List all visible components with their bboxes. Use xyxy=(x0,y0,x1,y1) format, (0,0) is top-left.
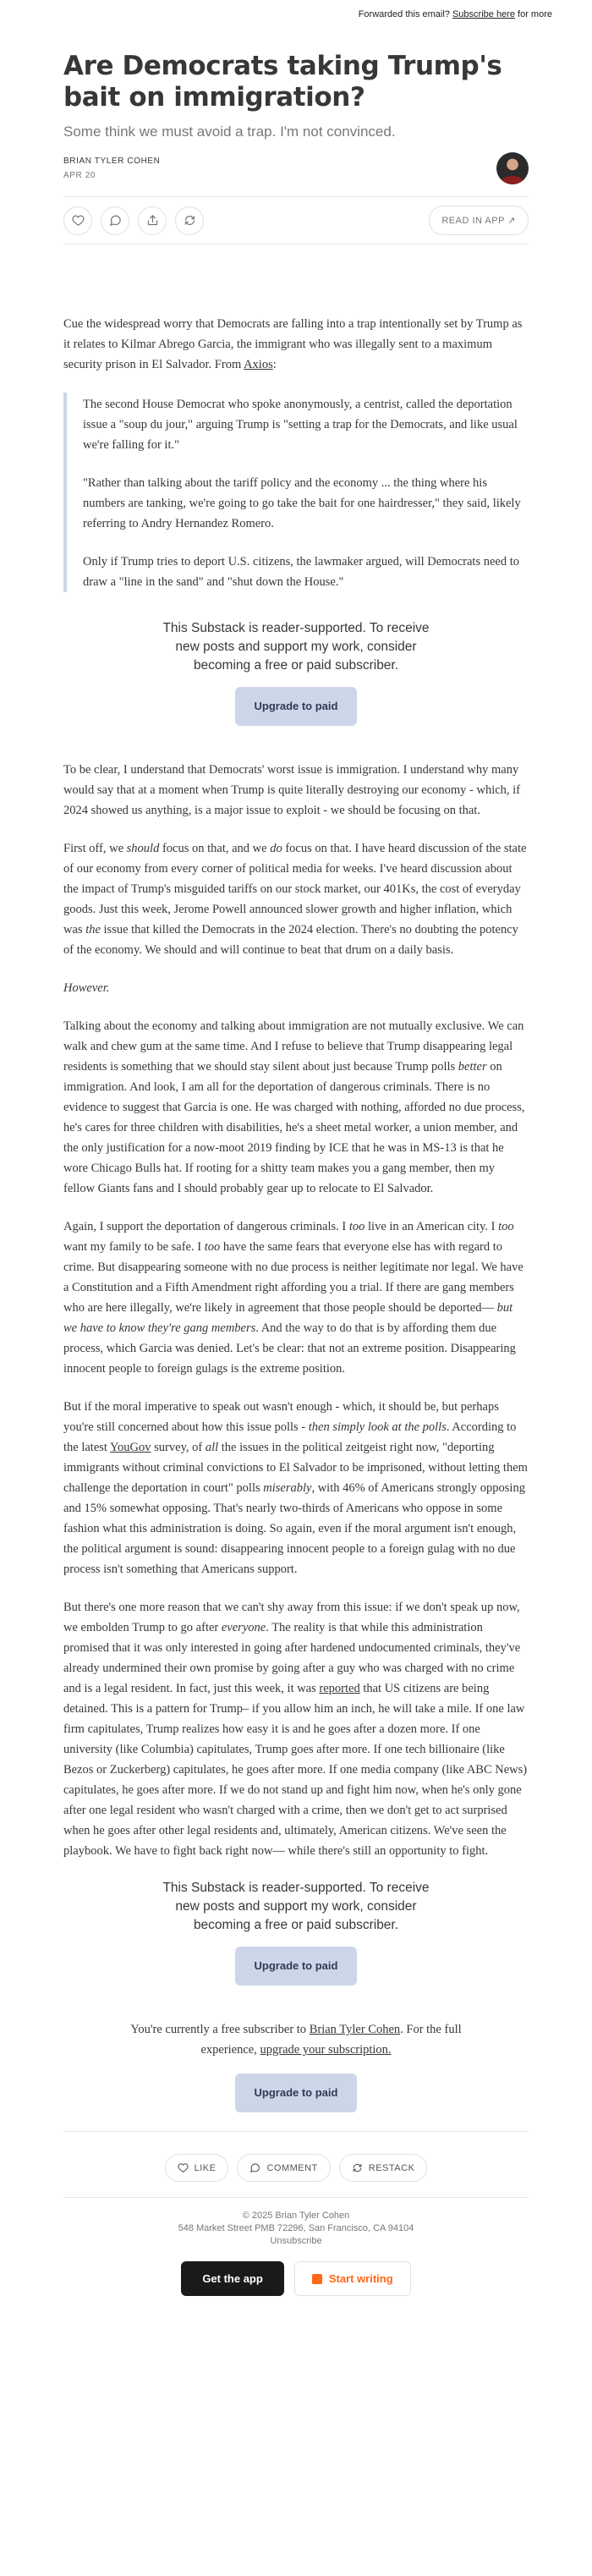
quote-paragraph: The second House Democrat who spoke anonymously, a centrist, called the deportation issue a "soup du jour," arguing Trump is "setting a trap for the Democrats, and like usual we're falling for it." xyxy=(83,398,518,452)
subscribe-prompt: This Substack is reader-supported. To receive new posts and support my work, consider becoming a free or paid subscriber. xyxy=(162,621,430,673)
address: 548 Market Street PMB 72296, San Francisco, CA 94104 xyxy=(178,2223,414,2233)
paragraph xyxy=(63,838,529,960)
paragraph xyxy=(63,1397,529,1579)
text: that US citizens are being detained. This is a pattern for Trump– if you allow him an inch, he will take a mile. If one law firm capitulates, Trump realizes how easy it is and he goes after a dozen more. If one university (like Columbia) capitulates, Trump goes after more. If one tech billionaire (like Bezos or Zuckerberg) capitulates, he goes after more. If one media company (like ABC News) capitulates, he goes after more. If we do not stand up and fight him now, when he's only gone after one legal resident who wasn't charged with a crime, then we don't get to act surprised when he goes after other legal residents and, ultimately, American citizens. We've seen the playbook. We have to fight back right now— while there's still an opportunity to fight. xyxy=(63,1682,528,1858)
text: You're currently a free subscriber to xyxy=(130,2023,310,2036)
paragraph xyxy=(63,978,529,998)
like-label: LIKE xyxy=(194,2162,217,2173)
upgrade-subscription-link[interactable]: upgrade your subscription. xyxy=(260,2043,392,2057)
text: But there's one more reason that we can't shy away from this issue: if we don't speak up now, we embolden Trump to go after xyxy=(63,1601,520,1634)
post-title[interactable]: Are Democrats taking Trump's bait on immigration? xyxy=(63,51,502,113)
yougov-link[interactable]: YouGov xyxy=(110,1441,151,1454)
start-writing-button[interactable] xyxy=(294,2261,411,2296)
share-button[interactable] xyxy=(138,206,167,235)
emphasis: do xyxy=(270,842,282,855)
post-actions xyxy=(63,196,529,244)
emphasis: everyone xyxy=(221,1621,266,1634)
restack-label: RESTACK xyxy=(368,2162,415,2173)
text: Again, I support the deportation of dangerous criminals. I xyxy=(63,1220,349,1233)
text: Cue the widespread worry that Democrats are falling into a trap intentionally set by Trump as it relates to Kilmar Abrego Garcia, the immigrant who was illegally sent to a maximum security prison in El Salvador. From xyxy=(63,317,523,371)
read-in-app-label: READ IN APP xyxy=(441,216,505,226)
text: . For the full experience, xyxy=(200,2023,462,2057)
copyright: © 2025 Brian Tyler Cohen xyxy=(242,2211,350,2221)
emphasis: too xyxy=(498,1220,514,1233)
text: First off, we xyxy=(63,842,127,855)
upgrade-button[interactable]: Upgrade to paid xyxy=(235,687,358,726)
text: focus on that. I have heard discussion of the state of our economy from every corner of political media for weeks. I've heard discussion about the impact of Trump's misguided tariffs on our stock market, our 401Ks, the cost of everyday goods. Just this week, Jerome Powell announced slower growth and higher inflation, which was xyxy=(63,842,527,936)
text: : xyxy=(272,358,277,371)
post-subtitle: Some think we must avoid a trap. I'm not convinced. xyxy=(63,124,396,140)
emphasis: better xyxy=(458,1060,487,1074)
text: want my family to be safe. I xyxy=(63,1240,205,1254)
free-subscriber-note xyxy=(101,2019,491,2060)
axios-link[interactable]: Axios xyxy=(244,358,273,371)
cta-row xyxy=(63,2261,529,2296)
forward-suffix: for more xyxy=(518,9,552,19)
footer-like-button[interactable] xyxy=(165,2154,229,2182)
text: on immigration. And look, I am all for the deportation of dangerous criminals. There is no evidence to suggest that Garcia is one. He was charged with nothing, afforded no due process, he's cares for three children with disabilities, he's a sheet metal worker, a union member, and the only justification for a now-moot 2019 finding by ICE that he was in MS-13 is that he wore Chicago Bulls hat. If rooting for a shitty team makes you a gang member, then my fellow Giants fans and I should probably gear up to relocate to El Salvador. xyxy=(63,1060,525,1195)
paragraph xyxy=(63,1217,529,1379)
text: issue that killed the Democrats in the 2024 election. There's no doubting the potency of the economy. We should and will continue to beat that drum on a daily basis. xyxy=(63,923,518,957)
comment-icon xyxy=(109,214,122,227)
emphasis: but we have to know they're gang members xyxy=(63,1301,513,1335)
publication-link[interactable]: Brian Tyler Cohen xyxy=(309,2023,401,2036)
comment-icon xyxy=(249,2162,260,2173)
comment-label: COMMENT xyxy=(266,2162,318,2173)
text: . The reality is that while this administration promised that it was only interested in going after hardened undocumented criminals, they've already undermined their own promise by going after a guy who was charged with no crime and is a legal resident. In fact, just this week, it was xyxy=(63,1621,521,1695)
blockquote xyxy=(63,393,529,592)
post-date: APR 20 xyxy=(63,171,96,180)
footer-comment-button[interactable] xyxy=(237,2154,330,2182)
subscribe-prompt: This Substack is reader-supported. To receive new posts and support my work, consider becoming a free or paid subscriber. xyxy=(162,1881,430,1932)
quote-paragraph: Only if Trump tries to deport U.S. citizens, the lawmaker argued, will Democrats need to draw a "line in the sand" and "shut down the House." xyxy=(83,555,519,589)
comment-button[interactable] xyxy=(101,206,129,235)
text: . According to the latest xyxy=(63,1420,517,1454)
emphasis: too xyxy=(204,1240,221,1254)
subscribe-link[interactable]: Subscribe here xyxy=(452,9,515,19)
emphasis: too xyxy=(348,1220,365,1233)
substack-logo-icon xyxy=(312,2274,322,2284)
author-name[interactable]: BRIAN TYLER COHEN xyxy=(63,157,161,166)
restack-icon xyxy=(184,214,196,227)
post-body xyxy=(63,314,529,2112)
restack-button[interactable] xyxy=(175,206,204,235)
paragraph xyxy=(63,1597,529,1861)
emphasis: should xyxy=(126,842,160,855)
start-writing-label: Start writing xyxy=(328,2272,393,2285)
text: But if the moral imperative to speak out wasn't enough - which, it should be, but perhaps you're still concerned about how this issue polls - xyxy=(63,1400,499,1434)
emphasis: miserably xyxy=(263,1481,312,1495)
paragraph xyxy=(63,314,529,375)
emphasis: the xyxy=(85,923,101,936)
text: . And the way to do that is by affording them due process, which Garcia was denied. Let's be clear: that not an extreme position. Disappearing innocent people to foreign gulags is the extreme position. xyxy=(63,1321,516,1376)
arrow-up-right-icon: ↗ xyxy=(507,216,516,226)
footer-upgrade-button[interactable]: Upgrade to paid xyxy=(235,2073,358,2112)
text: survey, of xyxy=(151,1441,206,1454)
upgrade-button[interactable]: Upgrade to paid xyxy=(235,1947,358,1986)
footer-restack-button[interactable] xyxy=(339,2154,428,2182)
emphasis: then simply look at the polls xyxy=(308,1420,447,1434)
text: focus on that, and we xyxy=(159,842,271,855)
heart-icon xyxy=(178,2162,189,2173)
unsubscribe-link[interactable]: Unsubscribe xyxy=(270,2236,322,2246)
share-icon xyxy=(146,214,159,227)
paragraph xyxy=(63,1016,529,1199)
quote-paragraph: "Rather than talking about the tariff policy and the economy ... the thing where his numbers are tanking, we're going to go take the bait for one hairdresser," they said, likely referring to Andry Hernandez Romero. xyxy=(83,476,521,530)
emphasis: all xyxy=(205,1441,219,1454)
paragraph: To be clear, I understand that Democrats' worst issue is immigration. I understand why many would say that at a moment when Trump is quite literally destroying our economy - which, if 2024 showed us anything, is a major issue to exploit - we should be focusing on that. xyxy=(63,763,521,817)
byline xyxy=(63,152,529,184)
emphasis: However. xyxy=(63,981,110,995)
forward-bar xyxy=(0,0,592,36)
footer-legal xyxy=(63,2197,529,2248)
read-in-app-button[interactable] xyxy=(429,206,529,235)
text: , with 46% of Americans strongly opposing and 15% somewhat opposing. That's nearly two-thirds of Americans who oppose in some fashion what this administration is doing. So again, even if the moral argument isn't enough, the political argument is sound: disappearing innocent people to a foreign gulag with no due process isn't something that Americans support. xyxy=(63,1481,525,1576)
author-avatar[interactable] xyxy=(496,152,529,184)
footer-actions xyxy=(63,2131,529,2182)
text: live in an American city. I xyxy=(365,1220,499,1233)
reported-link[interactable]: reported xyxy=(319,1682,360,1695)
get-app-button[interactable]: Get the app xyxy=(181,2261,284,2296)
text: have the same fears that everyone else has with regard to crime. But disappearing someone with no due process is neither legitimate nor legal. We have a Constitution and a Fifth Amendment right affording you a trial. If there are gang members who are here illegally, we're likely in agreement that those people should be deported— xyxy=(63,1240,523,1315)
forward-text: Forwarded this email? xyxy=(358,9,450,19)
text: the issues in the political zeitgeist right now, "deporting immigrants without criminal convictions to El Salvador to be imprisoned, without letting them challenge the deportation in court" polls xyxy=(63,1441,528,1495)
text: Talking about the economy and talking about immigration are not mutually exclusive. We can walk and chew gum at the same time. And I refuse to believe that Trump disappearing legal residents is something that we should stay silent about just because Trump polls xyxy=(63,1019,524,1074)
heart-icon xyxy=(72,214,85,227)
restack-icon xyxy=(352,2162,363,2173)
like-button[interactable] xyxy=(63,206,92,235)
